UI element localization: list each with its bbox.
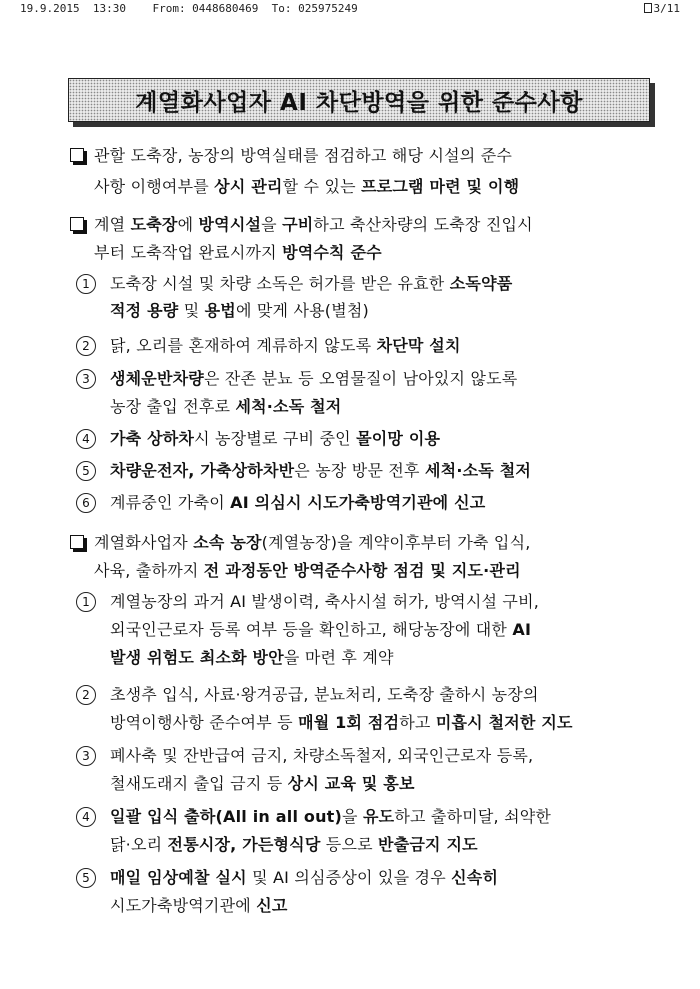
item-line [110,806,551,828]
circled-number-label: 2 [82,339,90,353]
circled-number-label: 1 [82,277,90,291]
circled-number [76,493,96,513]
circled-number-label: 6 [82,496,90,510]
body-text: 계열화사업자 [94,533,194,552]
circled-number-label: 4 [82,432,90,446]
item-line [110,867,498,889]
emphasis-text: 전통시장, 가든형식당 [167,835,321,854]
emphasis-text: AI [512,620,532,639]
circled-number-label: 5 [82,871,90,885]
body-text: 하고 [399,713,436,732]
body-text: 방역이행사항 준수여부 등 [110,713,299,732]
emphasis-text: 매월 1회 점검 [298,713,400,732]
emphasis-text: 용법 [204,301,236,320]
fax-header [20,2,680,18]
circled-number-label: 3 [82,372,90,386]
emphasis-text: 전 과정동안 방역준수사항 점검 및 지도·관리 [203,561,521,580]
emphasis-text: 생체운반차량 [110,369,204,388]
title-shadow-right [650,83,655,127]
emphasis-text: 신속히 [451,868,499,887]
circled-number-label: 2 [82,688,90,702]
body-text: 계열 [94,215,131,234]
item-line [110,745,533,767]
body-text: 및 AI 의심증상이 있을 경우 [246,868,452,887]
emphasis-text: 차량운전자, 가축상하차반 [110,461,295,480]
section-line [94,560,521,582]
item-line [110,492,485,514]
body-text: 닭·오리 [110,835,168,854]
emphasis-text: 상시 관리 [214,177,283,196]
fax-transmission-info: 19.9.2015 13:30 From: 0448680469 To: 025975249 [20,2,358,15]
section-line [94,214,533,236]
emphasis-text: 상시 교육 및 홍보 [287,774,415,793]
title-shadow-bottom [73,122,655,127]
body-text: 초생추 입식, 사료·왕겨공급, 분뇨처리, 도축장 출하시 농장의 [110,685,539,704]
circled-number-label: 4 [82,810,90,824]
body-text: 폐사축 및 잔반급여 금지, 차량소독철저, 외국인근로자 등록, [110,746,534,765]
item-line [110,591,539,613]
item-line [110,335,461,357]
item-line [110,460,531,482]
body-text: 철새도래지 출입 금지 등 [110,774,288,793]
body-text: 외국인근로자 등록 여부 등을 확인하고, 해당농장에 대한 [110,620,513,639]
circled-number-label: 1 [82,595,90,609]
body-text: 부터 도축작업 완료시까지 [94,243,283,262]
emphasis-text: 방역수칙 준수 [282,243,382,262]
square-bullet-icon [70,148,84,162]
square-bullet-icon [70,217,84,231]
item-line [110,773,415,795]
body-text: 시도가축방역기관에 [110,896,257,915]
emphasis-text: 미흡시 철저한 지도 [435,713,573,732]
emphasis-text: AI 의심시 시도가축방역기관에 신고 [230,493,486,512]
section-line [94,532,531,554]
circled-number-label: 3 [82,749,90,763]
item-line [110,684,539,706]
body-text: 사육, 출하까지 [94,561,204,580]
circled-number [76,746,96,766]
circled-number [76,868,96,888]
body-text: 사항 이행여부를 [94,177,215,196]
body-text: 하고 출하미달, 쇠약한 [394,807,552,826]
body-text: 도축장 시설 및 차량 소독은 허가를 받은 유효한 [110,274,450,293]
emphasis-text: 유도 [363,807,395,826]
body-text: (계열농장)을 계약이후부터 가축 입식, [261,533,531,552]
body-text: 등으로 [320,835,379,854]
body-text: 시 농장별로 구비 중인 [194,429,357,448]
emphasis-text: 반출금지 지도 [378,835,478,854]
section-line [94,145,512,167]
emphasis-text: 몰이망 이용 [356,429,441,448]
fax-page-number: 3/11 [653,2,680,15]
item-line [110,619,531,641]
body-text: 농장 출입 전후로 [110,397,236,416]
body-text: 하고 축산차량의 도축장 진입시 [313,215,533,234]
item-line [110,428,440,450]
body-text: 에 맞게 사용(별첨) [235,301,370,320]
body-text: 계열농장의 과거 AI 발생이력, 축사시설 허가, 방역시설 구비, [110,592,540,611]
emphasis-text: 신고 [256,896,288,915]
body-text: 은 농장 방문 전후 [294,461,426,480]
body-text: 에 [177,215,199,234]
body-text: 은 잔존 분뇨 등 오염물질이 남아있지 않도록 [203,369,518,388]
item-line [110,712,573,734]
emphasis-text: 세척·소독 철저 [425,461,532,480]
emphasis-text: 프로그램 마련 및 이행 [361,177,520,196]
page-title: 계열화사업자 AI 차단방역을 위한 준수사항 [135,89,583,116]
item-line [110,396,341,418]
body-text: 을 [261,215,283,234]
body-text: 계류중인 가축이 [110,493,231,512]
emphasis-text: 소독약품 [449,274,513,293]
section-line [94,176,519,198]
emphasis-text: 도축장 [130,215,178,234]
circled-number [76,685,96,705]
body-text: 을 [342,807,363,826]
item-line [110,273,512,295]
item-line [110,300,369,322]
circled-number [76,274,96,294]
circled-number [76,461,96,481]
emphasis-text: 구비 [282,215,314,234]
page-icon [644,3,652,13]
emphasis-text: 일괄 입식 출하(All in all out) [110,807,343,826]
body-text: 닭, 오리를 혼재하여 계류하지 않도록 [110,336,377,355]
emphasis-text: 차단막 설치 [376,336,461,355]
body-text: 관할 도축장, 농장의 방역실태를 점검하고 해당 시설의 준수 [94,146,513,165]
emphasis-text: 적정 용량 [110,301,179,320]
emphasis-text: 매일 임상예찰 실시 [110,868,247,887]
body-text: 할 수 있는 [282,177,362,196]
square-bullet-icon [70,535,84,549]
item-line [110,834,478,856]
circled-number [76,592,96,612]
emphasis-text: 발생 위험도 최소화 방안 [110,648,284,667]
circled-number [76,429,96,449]
circled-number [76,336,96,356]
emphasis-text: 방역시설 [198,215,262,234]
emphasis-text: 세척·소독 철저 [235,397,342,416]
item-line [110,895,288,917]
section-line [94,242,382,264]
circled-number-label: 5 [82,464,90,478]
body-text: 및 [178,301,205,320]
body-text: 을 마련 후 계약 [283,648,394,667]
item-line [110,647,394,669]
circled-number [76,807,96,827]
circled-number [76,369,96,389]
item-line [110,368,517,390]
emphasis-text: 가축 상하차 [110,429,195,448]
emphasis-text: 소속 농장 [193,533,262,552]
fax-page-indicator [644,2,681,15]
title-banner [68,78,650,122]
